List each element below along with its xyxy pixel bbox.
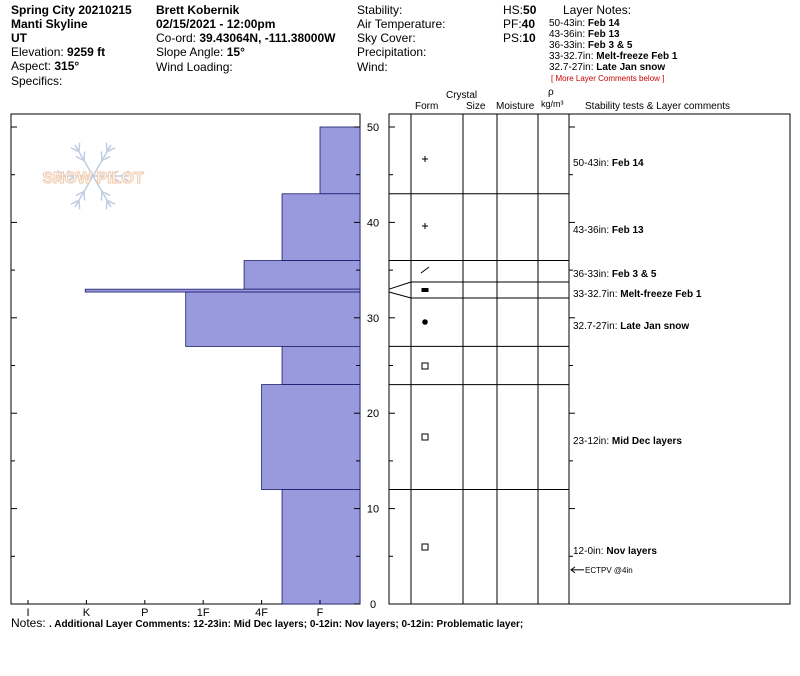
layer-comment-text: Melt-freeze Feb 1	[620, 289, 702, 300]
snowflake-branch	[106, 143, 107, 152]
slope-label: Slope Angle:	[156, 45, 224, 59]
layer-boundary-link	[389, 282, 411, 289]
height-tick-label: 30	[366, 312, 380, 325]
snowflake-branch	[84, 192, 85, 201]
observer-name: Brett Kobernik	[156, 3, 240, 17]
hardness-bar	[244, 261, 360, 290]
crystal-dot-icon	[422, 319, 428, 325]
layer-comment-range: 32.7-27in:	[573, 321, 621, 332]
layer-comment-text: Feb 3 & 5	[611, 269, 657, 280]
hardness-bar	[262, 385, 360, 490]
layer-notes-title: Layer Notes:	[563, 3, 632, 17]
stability-test-label: ECTPV @4in	[585, 565, 633, 575]
layer-comment-text: Feb 14	[611, 158, 644, 169]
snowflake-branch	[106, 200, 107, 209]
density-unit-header: kg/m³	[541, 99, 564, 109]
pf-value: 40	[521, 17, 536, 31]
height-tick-label: 20	[366, 408, 380, 421]
sky-cover-label: Sky Cover:	[357, 31, 416, 45]
ps-label: PS:	[503, 31, 523, 45]
notes-label: Notes:	[11, 616, 46, 630]
layer-comment-range: 23-12in:	[573, 436, 612, 447]
layer-comment-range: 12-0in:	[573, 546, 607, 557]
layer-comment	[573, 225, 644, 236]
layer-comment	[573, 546, 657, 557]
stability-label: Stability:	[357, 3, 403, 17]
crystal-symbols	[421, 156, 429, 550]
layer-comments	[573, 158, 702, 557]
hardness-bar	[85, 289, 360, 292]
snowpilot-logo	[42, 143, 144, 210]
crystal-square-icon	[422, 544, 428, 550]
aspect-label: Aspect:	[11, 59, 52, 73]
layer-comment-range: 36-33in:	[573, 269, 612, 280]
layer-comment-range: 50-43in:	[573, 158, 612, 169]
layer-comment-text: Mid Dec layers	[611, 436, 682, 447]
wind-label: Wind:	[357, 60, 388, 74]
layer-note-text: Feb 3 & 5	[587, 40, 633, 51]
layer-comment	[573, 436, 682, 447]
layer-comment-range: 43-36in:	[573, 225, 612, 236]
crystal-header: Crystal	[446, 90, 478, 101]
layer-comment	[573, 158, 644, 169]
hardness-tick-label: I	[26, 607, 30, 619]
hardness-tick-label: K	[82, 607, 91, 619]
snowflake-branch	[101, 192, 102, 201]
layer-note-text: Late Jan snow	[596, 62, 666, 73]
layer-note-text: Feb 14	[587, 18, 620, 29]
layer-boundary-link	[389, 292, 411, 298]
layer-comment-text: Late Jan snow	[620, 321, 690, 332]
layer-grid-frame	[389, 114, 790, 604]
pf-label: PF:	[503, 17, 522, 31]
wind-loading-label: Wind Loading:	[156, 60, 233, 74]
layer-comment-range: 33-32.7in:	[573, 289, 621, 300]
height-tick-label: 10	[366, 503, 380, 516]
moisture-header: Moisture	[496, 101, 535, 112]
crystal-square-icon	[422, 434, 428, 440]
crystal-square-icon	[422, 363, 428, 369]
layer-note-range: 43-36in:	[549, 29, 586, 40]
rho-header: ρ	[548, 87, 554, 98]
air-temp-label: Air Temperature:	[357, 17, 446, 31]
snowflake-branch	[84, 151, 85, 160]
layer-comment-text: Feb 13	[611, 225, 644, 236]
more-comments-link[interactable]: [ More Layer Comments below ]	[551, 74, 665, 83]
hardness-tick-label: 4F	[255, 607, 269, 619]
snowflake-branch	[101, 151, 102, 160]
height-tick-label: 50	[366, 122, 380, 134]
hardness-bar	[282, 194, 360, 261]
crystal-square-filled-icon	[422, 288, 429, 292]
layer-comment	[573, 321, 689, 332]
layer-comment-text: Nov layers	[606, 546, 657, 557]
layer-comment	[573, 269, 657, 280]
layer-note-text: Melt-freeze Feb 1	[596, 51, 678, 62]
specifics-label: Specifics:	[11, 74, 63, 88]
height-tick-label: 40	[366, 217, 380, 230]
observation-datetime: 02/15/2021 - 12:00pm	[156, 17, 276, 31]
aspect-value: 315°	[54, 59, 80, 73]
slope-value: 15°	[226, 45, 245, 59]
hs-label: HS:	[503, 3, 524, 17]
elevation-label: Elevation:	[11, 45, 64, 59]
snowflake-branch	[79, 143, 80, 152]
layer-note-range: 50-43in:	[549, 18, 586, 29]
layer-note-text: Feb 13	[587, 29, 620, 40]
layer-boundaries	[389, 194, 569, 490]
hardness-bar	[186, 292, 360, 346]
layer-note-range: 32.7-27in:	[549, 62, 594, 73]
coord-label: Co-ord:	[156, 31, 197, 45]
snowflake-branch	[79, 200, 80, 209]
notes-text: . Additional Layer Comments: 12-23in: Mid Dec layers; 0-12in: Nov layers; 0-12in: Problematic layer;	[49, 619, 524, 630]
hs-value: 50	[523, 3, 537, 17]
hardness-tick-label: 1F	[196, 607, 210, 619]
hardness-bars	[85, 127, 360, 604]
precip-label: Precipitation:	[357, 45, 427, 59]
size-header: Size	[466, 101, 486, 112]
location-name: Manti Skyline	[11, 17, 88, 31]
layer-note-range: 36-33in:	[549, 40, 586, 51]
logo-text: SNOW PILOT	[42, 170, 144, 187]
state-code: UT	[11, 31, 27, 45]
layer-comment	[573, 289, 702, 300]
profile-name: Spring City 20210215	[11, 3, 132, 17]
notes-row	[11, 616, 523, 632]
stability-header: Stability tests & Layer comments	[585, 101, 731, 112]
height-tick-label: 0	[369, 599, 377, 611]
hardness-bar	[320, 127, 360, 194]
coord-value: 39.43064N, -111.38000W	[199, 31, 336, 45]
hardness-bar	[282, 346, 360, 384]
crystal-slash-icon	[421, 267, 429, 273]
elevation-value: 9259 ft	[67, 45, 106, 59]
layer-note-range: 33-32.7in:	[549, 51, 594, 62]
hardness-tick-label: P	[141, 607, 149, 619]
hardness-tick-label: F	[316, 607, 324, 619]
ps-value: 10	[522, 31, 536, 45]
stability-tests	[571, 566, 633, 575]
hardness-bar	[282, 490, 360, 604]
form-header: Form	[415, 101, 439, 112]
